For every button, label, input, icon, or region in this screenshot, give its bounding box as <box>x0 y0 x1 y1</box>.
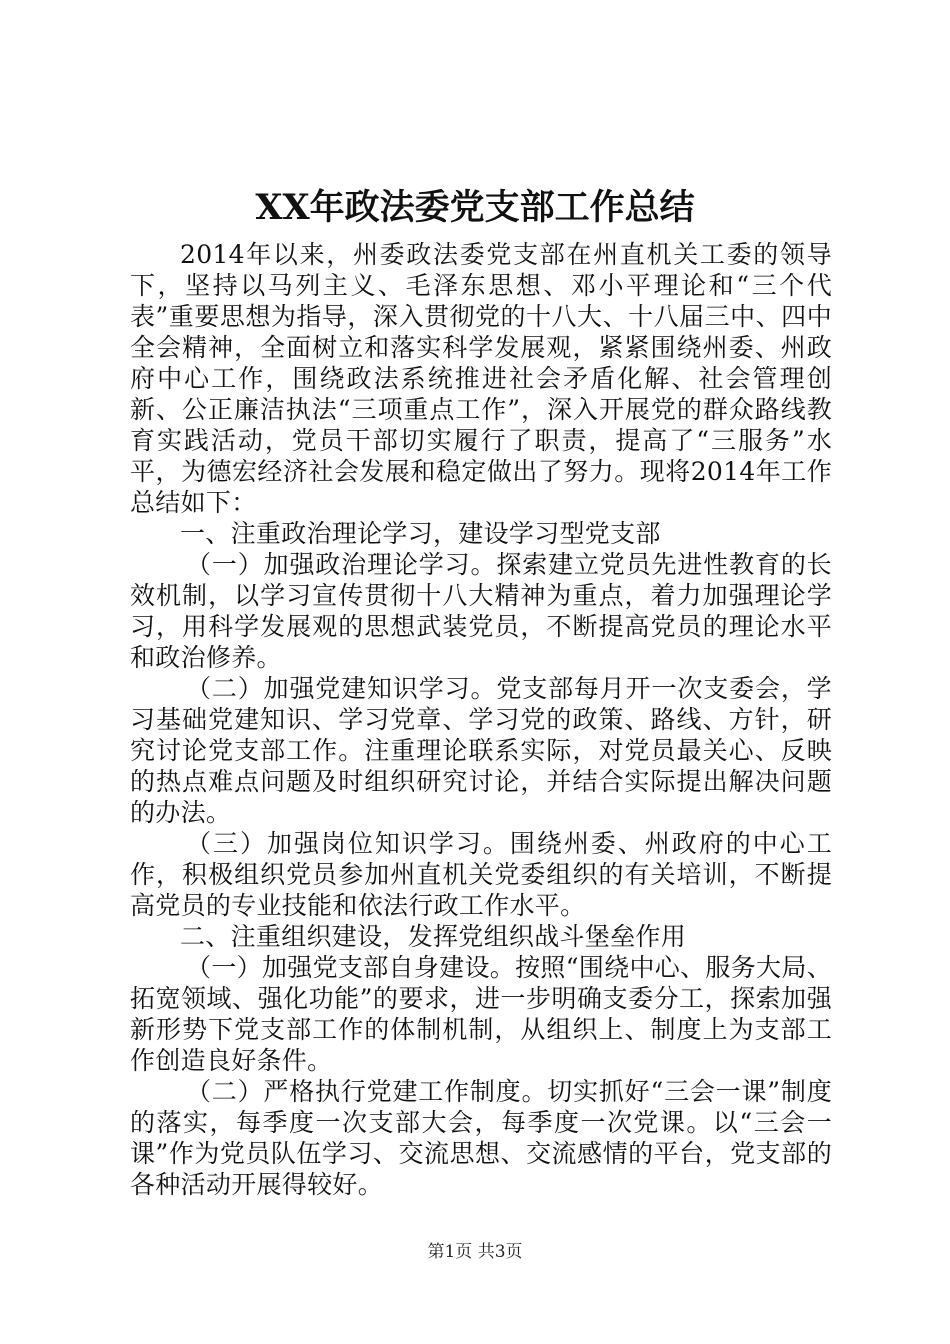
page-footer <box>0 1240 950 1264</box>
subsection-paragraph: （二）加强党建知识学习。党支部每月开一次支委会，学习基础党建知识、学习党章、学习党的政策、路线、方针，研究讨论党支部工作。注重理论联系实际，对党员最关心、反映的热点难点问题及时组织研究讨论，并结合实际提出解决问题的办法。 <box>130 674 832 827</box>
subsection-paragraph: （三）加强岗位知识学习。围绕州委、州政府的中心工作，积极组织党员参加州直机关党委组织的有关培训，不断提高党员的专业技能和依法行政工作水平。 <box>130 829 832 920</box>
section-heading-2: 二、注重组织建设，发挥党组织战斗堡垒作用 <box>180 922 687 951</box>
section-heading-1: 一、注重政治理论学习，建设学习型党支部 <box>180 519 661 548</box>
page-number-label: 第1页 共3页 <box>427 1242 523 1262</box>
document-body <box>130 239 832 1200</box>
document-title: XX年政法委党支部工作总结 <box>255 187 695 228</box>
subsection-paragraph: （一）加强政治理论学习。探索建立党员先进性教育的长效机制，以学习宣传贯彻十八大精神为重点，着力加强理论学习，用科学发展观的思想武装党员，不断提高党员的理论水平和政治修养。 <box>130 550 832 672</box>
intro-paragraph: 2014年以来，州委政法委党支部在州直机关工委的领导下，坚持以马列主义、毛泽东思想、邓小平理论和“三个代表”重要思想为指导，深入贯彻党的十八大、十八届三中、四中全会精神，全面树立和落实科学发展观，紧紧围绕州委、州政府中心工作，围绕政法系统推进社会矛盾化解、社会管理创新、公正廉洁执法“三项重点工作”，深入开展党的群众路线教育实践活动，党员干部切实履行了职责，提高了“三服务”水平，为德宏经济社会发展和稳定做出了努力。现将2014年工作总结如下： <box>130 240 832 517</box>
subsection-paragraph: （一）加强党支部自身建设。按照“围绕中心、服务大局、拓宽领域、强化功能”的要求，进一步明确支委分工，探索加强新形势下党支部工作的体制机制，从组织上、制度上为支部工作创造良好条件。 <box>130 953 832 1075</box>
subsection-paragraph: （二）严格执行党建工作制度。切实抓好“三会一课”制度的落实，每季度一次支部大会，每季度一次党课。以“三会一课”作为党员队伍学习、交流思想、交流感情的平台，党支部的各种活动开展得较好。 <box>130 1077 832 1199</box>
